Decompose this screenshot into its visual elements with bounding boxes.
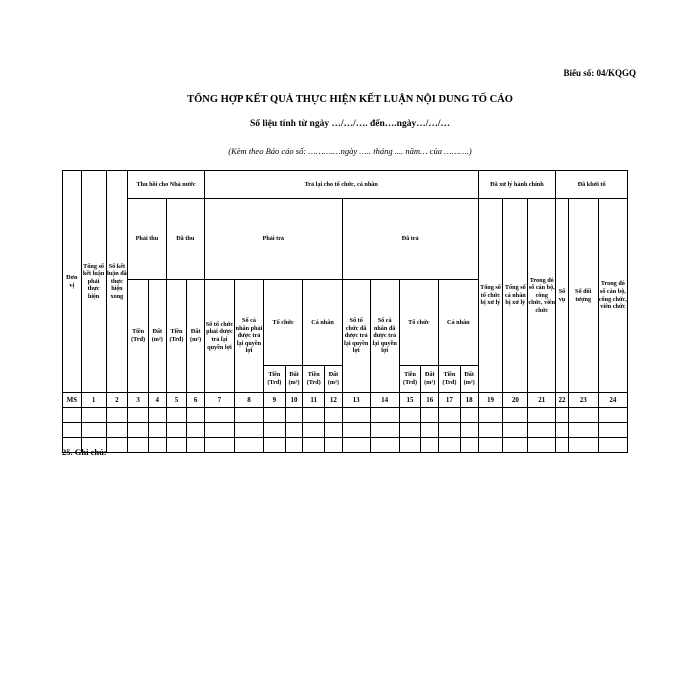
header-phai-tra-to-chuc-dat: Đất (m²) xyxy=(285,366,303,393)
header-so-ket-luan-xong: Số kết luận đã thực hiện xong xyxy=(106,171,128,393)
report-attachment: (Kèm theo Báo cáo số: ……….…ngày ….. tháng .... năm… của ……….) xyxy=(228,146,472,156)
header-phai-tra: Phải trả xyxy=(204,199,342,280)
column-number: 17 xyxy=(439,393,461,408)
table-cell xyxy=(342,423,370,438)
header-so-to-chuc-phai-tra: Số tổ chức phải được trả lại quyền lợi xyxy=(204,280,234,393)
table-cell xyxy=(128,438,149,453)
table-cell xyxy=(187,423,205,438)
table-cell xyxy=(187,438,205,453)
table-cell xyxy=(234,423,263,438)
table-cell xyxy=(439,408,461,423)
table-cell xyxy=(528,423,556,438)
table-cell xyxy=(478,423,503,438)
header-xu-ly-hanh-chinh: Đã xử lý hành chính xyxy=(478,171,556,199)
column-number: 4 xyxy=(148,393,166,408)
table-cell xyxy=(568,423,598,438)
column-number: 9 xyxy=(263,393,285,408)
table-cell xyxy=(325,423,343,438)
table-cell xyxy=(285,408,303,423)
table-cell xyxy=(399,423,421,438)
column-number: 21 xyxy=(528,393,556,408)
column-number: 19 xyxy=(478,393,503,408)
table-cell xyxy=(598,423,627,438)
table-cell xyxy=(568,438,598,453)
table-cell xyxy=(478,408,503,423)
table-cell xyxy=(187,408,205,423)
column-number: 24 xyxy=(598,393,627,408)
table-cell xyxy=(556,438,568,453)
table-cell xyxy=(81,408,106,423)
header-da-tra-ca-nhan: Cá nhân xyxy=(439,280,479,366)
table-cell xyxy=(234,438,263,453)
header-phai-thu-tien: Tiền (Trđ) xyxy=(128,280,149,393)
column-number: 11 xyxy=(303,393,325,408)
column-number: 7 xyxy=(204,393,234,408)
header-phai-tra-ca-nhan-dat: Đất (m²) xyxy=(325,366,343,393)
column-number: 12 xyxy=(325,393,343,408)
table-cell xyxy=(503,438,528,453)
header-don-vi: Đơn vị xyxy=(63,171,82,393)
table-cell xyxy=(303,438,325,453)
table-cell xyxy=(421,408,439,423)
header-da-thu: Đã thu xyxy=(166,199,204,280)
table-cell xyxy=(556,423,568,438)
table-cell xyxy=(148,408,166,423)
header-phai-tra-to-chuc-tien: Tiền (Trđ) xyxy=(263,366,285,393)
table-cell xyxy=(166,438,187,453)
header-tong-so-ca-nhan-bi-xu-ly: Tổng số cá nhân bị xử lý xyxy=(503,199,528,393)
header-phai-tra-ca-nhan: Cá nhân xyxy=(303,280,342,366)
header-tong-so-to-chuc-bi-xu-ly: Tổng số tổ chức bị xử lý xyxy=(478,199,503,393)
table-cell xyxy=(399,438,421,453)
table-cell xyxy=(128,423,149,438)
table-cell xyxy=(460,408,478,423)
header-da-tra-to-chuc: Tổ chức xyxy=(399,280,438,366)
header-so-doi-tuong: Số đối tượng xyxy=(568,199,598,393)
table-cell xyxy=(263,423,285,438)
table-cell xyxy=(503,423,528,438)
table-cell xyxy=(421,438,439,453)
table-cell xyxy=(285,438,303,453)
header-da-tra-to-chuc-dat: Đất (m²) xyxy=(421,366,439,393)
table-cell xyxy=(325,438,343,453)
header-da-tra: Đã trả xyxy=(342,199,478,280)
table-cell xyxy=(342,408,370,423)
column-number: 18 xyxy=(460,393,478,408)
row-label-ms: MS xyxy=(63,393,82,408)
header-trong-do-can-bo-kt: Trong đó số cán bộ, công chức, viên chức xyxy=(598,199,627,393)
table-cell xyxy=(421,423,439,438)
header-da-thu-dat: Đất (m²) xyxy=(187,280,205,393)
table-cell xyxy=(370,438,399,453)
table-cell xyxy=(399,408,421,423)
column-number: 3 xyxy=(128,393,149,408)
header-khoi-to: Đã khởi tố xyxy=(556,171,628,199)
column-number-row xyxy=(63,393,628,408)
table-cell xyxy=(263,408,285,423)
header-trong-do-can-bo-xlhc: Trong đó số cán bộ, công chức, viên chức xyxy=(528,199,556,393)
column-number: 15 xyxy=(399,393,421,408)
table-cell xyxy=(204,438,234,453)
table-cell xyxy=(439,423,461,438)
column-number: 1 xyxy=(81,393,106,408)
column-number: 5 xyxy=(166,393,187,408)
column-number: 6 xyxy=(187,393,205,408)
table-row xyxy=(63,408,628,423)
header-da-tra-ca-nhan-dat: Đất (m²) xyxy=(460,366,478,393)
table-row xyxy=(63,438,628,453)
header-tong-so-ket-luan: Tổng số kết luận phải thực hiện xyxy=(81,171,106,393)
table-cell xyxy=(204,408,234,423)
table-cell xyxy=(263,438,285,453)
table-cell xyxy=(63,408,82,423)
table-cell xyxy=(234,408,263,423)
table-cell xyxy=(63,423,82,438)
table-cell xyxy=(81,423,106,438)
header-phai-tra-ca-nhan-tien: Tiền (Trđ) xyxy=(303,366,325,393)
table-cell xyxy=(503,408,528,423)
table-cell xyxy=(166,423,187,438)
table-cell xyxy=(460,438,478,453)
table-cell xyxy=(303,408,325,423)
table-cell xyxy=(285,423,303,438)
note-label: 25. Ghi chú: xyxy=(62,447,107,457)
column-number: 23 xyxy=(568,393,598,408)
header-phai-tra-to-chuc: Tổ chức xyxy=(263,280,302,366)
table-cell xyxy=(460,423,478,438)
header-phai-thu: Phải thu xyxy=(128,199,166,280)
report-period: Số liệu tính từ ngày …/…/…. đến….ngày…/…/… xyxy=(250,119,450,129)
header-so-vu: Số vụ xyxy=(556,199,568,393)
header-da-thu-tien: Tiền (Trđ) xyxy=(166,280,187,393)
table-cell xyxy=(303,423,325,438)
column-number: 2 xyxy=(106,393,128,408)
column-number: 16 xyxy=(421,393,439,408)
table-cell xyxy=(148,438,166,453)
table-cell xyxy=(528,438,556,453)
table-cell xyxy=(342,438,370,453)
header-da-tra-ca-nhan-tien: Tiền (Trđ) xyxy=(439,366,461,393)
header-phai-thu-dat: Đất (m²) xyxy=(148,280,166,393)
table-cell xyxy=(204,423,234,438)
table-cell xyxy=(325,408,343,423)
table-row xyxy=(63,423,628,438)
table-cell xyxy=(106,438,128,453)
table-cell xyxy=(128,408,149,423)
table-cell xyxy=(439,438,461,453)
column-number: 14 xyxy=(370,393,399,408)
table-cell xyxy=(106,423,128,438)
table-cell xyxy=(528,408,556,423)
header-so-ca-nhan-da-tra: Số cá nhân đã được trả lại quyền lợi xyxy=(370,280,399,393)
header-tra-lai: Trả lại cho tổ chức, cá nhân xyxy=(204,171,478,199)
header-so-to-chuc-da-tra: Số tổ chức đã được trả lại quyền lợi xyxy=(342,280,370,393)
table-cell xyxy=(370,423,399,438)
column-number: 10 xyxy=(285,393,303,408)
report-title: TỔNG HỢP KẾT QUẢ THỰC HIỆN KẾT LUẬN NỘI DUNG TỐ CÁO xyxy=(187,94,513,105)
results-table-wrapper xyxy=(62,170,628,453)
table-cell xyxy=(598,438,627,453)
results-table xyxy=(62,170,628,453)
column-number: 13 xyxy=(342,393,370,408)
header-so-ca-nhan-phai-tra: Số cá nhân phải được trả lại quyền lợi xyxy=(234,280,263,393)
column-number: 22 xyxy=(556,393,568,408)
column-number: 20 xyxy=(503,393,528,408)
table-cell xyxy=(598,408,627,423)
table-cell xyxy=(148,423,166,438)
table-cell xyxy=(166,408,187,423)
table-cell xyxy=(106,408,128,423)
column-number: 8 xyxy=(234,393,263,408)
header-thu-hoi: Thu hồi cho Nhà nước xyxy=(128,171,205,199)
table-cell xyxy=(556,408,568,423)
table-cell xyxy=(370,408,399,423)
header-da-tra-to-chuc-tien: Tiền (Trđ) xyxy=(399,366,421,393)
table-cell xyxy=(478,438,503,453)
form-code: Biểu số: 04/KQGQ xyxy=(563,68,636,78)
table-cell xyxy=(568,408,598,423)
